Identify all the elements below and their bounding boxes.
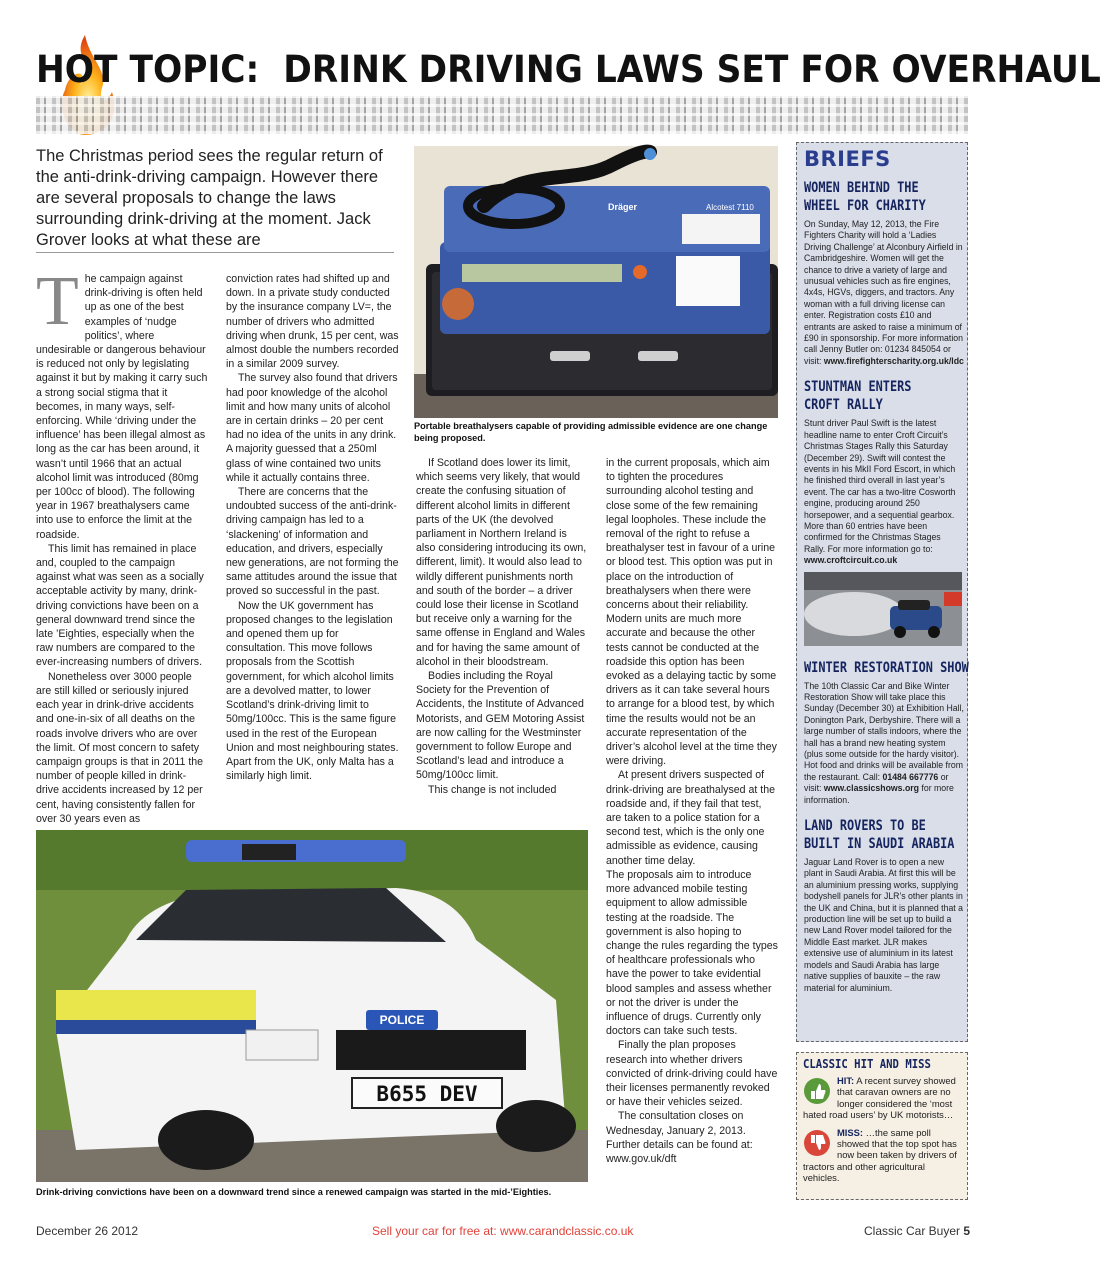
- brief-link[interactable]: www.classicshows.org: [823, 782, 920, 794]
- brief-heading-line: LAND ROVERS TO BE: [804, 818, 926, 835]
- thumbs-up-icon: [803, 1077, 831, 1105]
- breathalyser-display: [462, 264, 622, 282]
- paragraph: Finally the plan proposes research into whether drivers convicted of drink-driving could have their licenses permanently revoked or have their vehicles seized.: [606, 1039, 778, 1109]
- breathalyser-caption: Portable breathalysers capable of providing admissible evidence are one change being proposed.: [414, 421, 768, 443]
- brief-phone: 01484 667776: [882, 770, 939, 782]
- brief-heading-line: CROFT RALLY: [804, 397, 883, 414]
- tyre-track-divider: [36, 96, 968, 134]
- hit-and-miss-title: CLASSIC HIT AND MISS: [803, 1056, 931, 1071]
- hit-and-miss-box: [796, 1052, 968, 1200]
- intro-divider: [36, 252, 394, 253]
- paragraph: Nonetheless over 3000 people are still killed or seriously injured each year in drink-drive accidents and one-in-six of all deaths on the roads involve drivers who are over the limit. Of most concern to safety campaign groups is that in 2011 the number of people killed in drink-drive accidents increased by 12 per cent, having consistently fallen for over 30 years even as: [36, 670, 204, 825]
- brief-text: Stunt driver Paul Swift is the latest headline name to enter Croft Circuit’s Christmas Stages Rally this Saturday (December 29). Swift will contest the events in his MkII Ford Escort, in which he finished third overall in last year’s event. The car has a two-litre Cosworth engine, producing around 250 horsepower, and a sequential gearbox. More than 60 entries have been confirmed for the Christmas Stages Rally. For more information go to:: [804, 417, 956, 554]
- briefs-sidebar: [796, 142, 968, 1042]
- brief-heading-line: WOMEN BEHIND THE: [804, 180, 919, 196]
- article-column-1: [36, 263, 208, 826]
- brief-text: for more information.: [804, 782, 954, 805]
- brief-heading-line: STUNTMAN ENTERS: [804, 379, 912, 396]
- publication-name: Classic Car Buyer: [864, 1224, 961, 1238]
- drop-cap: T: [36, 263, 79, 340]
- brief-text: Jaguar Land Rover is to open a new plant in Saudi Arabia. At first this will be an aluminium pressing works, supplying bodyshell panels for JLR’s other plants in the UK and China, but it is planned that a production line will be set up to build a new Land Rover model tailored for the Middle East market. JLR makes extensive use of aluminium in its latest models and Saudi Arabia has large native supplies of bauxite – the raw material for aluminium.: [804, 856, 963, 993]
- brief-heading-line: WINTER RESTORATION SHOW: [804, 659, 969, 676]
- thumbs-down-icon: [803, 1129, 831, 1157]
- page-number: 5: [963, 1224, 971, 1238]
- article-column-3: [416, 456, 588, 797]
- hit-item: [803, 1075, 961, 1121]
- paragraph: in the current proposals, which aim to tighten the procedures surrounding alcohol testing and close some of the few remaining legal loopholes. These include the removal of the right to refuse a breathalyser test in favour of a urine or blood test. This option was put in place on the introduction of breathalysers when there were concerns about their reliability. Modern units are much more accurate and because the other tests cannot be conducted at the roadside this option has been evoked as a delaying tactic by some drivers as it can take several hours to arrange for a blood test, by which time the results would not be an accurate representation of the driver’s alcohol level at the time they were driving.: [606, 457, 777, 768]
- footer-publication: [864, 1224, 970, 1238]
- footer-promo[interactable]: Sell your car for free at: www.carandclassic.co.uk: [372, 1224, 634, 1238]
- brief-heading: [804, 179, 937, 215]
- paragraph: If Scotland does lower its limit, which seems very likely, that would create the confusing situation of different alcohol limits in different parts of the UK (the devolved parliament in Northern Ireland is also considering introducing its own, different, limit). It would also lead to wildly different punishments north and south of the border – a driver could lose their license in Scotland but receive only a warning for the same offense in England and Wales and for having the same amount of alcohol in their bloodstream.: [416, 457, 587, 668]
- breathalyser-photo: [414, 146, 778, 418]
- briefs-title: BRIEFS: [804, 147, 891, 171]
- article-intro: The Christmas period sees the regular return of the anti-drink-driving campaign. However there are several proposals to change the laws surrounding drink-driving at the moment. Jack Grover looks at what these are: [36, 147, 383, 249]
- police-car-photo: [36, 830, 588, 1182]
- article-column-4: [606, 456, 778, 1166]
- brief-text: The 10th Classic Car and Bike Winter Restoration Show will take place this Sunday (December 30) at Exhibition Hall, Donington Park, Derbyshire. There will a large number of stalls indoors, where the hall has a brand new heating system (plus some outside for the hardy visitor). Hot food and drinks will be available from the restaurant. Call:: [804, 679, 964, 782]
- breathalyser-model: Alcotest 7110: [706, 203, 754, 212]
- rally-car-photo: [804, 572, 962, 646]
- paragraph: Bodies including the Royal Society for the Prevention of Accidents, the Institute of Advanced Motorists, and GEM Motoring Assist are now calling for the Westminster government to follow Europe and Scotland’s lead and introduce a 50mg/100cc limit.: [416, 670, 585, 782]
- paragraph: This change is not included: [428, 783, 557, 796]
- article-column-2: [226, 272, 400, 783]
- brief-link[interactable]: www.croftcircuit.co.uk: [804, 554, 898, 566]
- miss-item: [803, 1127, 961, 1184]
- paragraph: The survey also found that drivers had poor knowledge of the alcohol limit and how many units of alcohol are in certain drinks – 20 per cent had no idea of the units in any drink. A majority guessed that a 250ml glass of wine contained two units while it actually contains three.: [226, 372, 398, 484]
- page-headline: [36, 48, 1101, 94]
- paragraph: At present drivers suspected of drink-driving are breathalysed at the roadside and, if they fail that test, are taken to a police station for a second test, which is the only one admissible as evidence, causing another time delay.: [606, 769, 776, 867]
- brief-body: [804, 417, 964, 565]
- brief-heading-line: BUILT IN SAUDI ARABIA: [804, 836, 955, 853]
- miss-text: …the same poll showed that the top spot has now been taken by drivers of tractors and other agricultural vehicles.: [803, 1126, 957, 1184]
- paragraph: conviction rates had shifted up and down. In a private study conducted by the insurance company LV=, the number of drivers who admitted driving when drunk, 15 per cent, was almost double the numbers recorded in a similar 2009 survey.: [226, 273, 399, 371]
- brief-text: or visit:: [804, 770, 949, 794]
- footer-date: December 26 2012: [36, 1224, 139, 1238]
- miss-label: MISS:: [837, 1126, 864, 1138]
- hit-label: HIT:: [837, 1075, 855, 1086]
- license-plate-text: B655 DEV: [376, 1082, 478, 1106]
- brief-text: On Sunday, May 12, 2013, the Fire Fighters Charity will hold a ‘Ladies Driving Challenge’ at Alconbury Airfield in Cambridgeshire. Women will get the chance to drive a variety of large and unusual vehicles such as fire engines, 4x4s, HGVs, diggers, and tractors. Any woman with a full driving license can enter. Registration costs £10 and entrants are asked to raise a minimum of £90 in sponsorship. For more information call Jenny Butler on: 01234 845054 or visit:: [804, 218, 963, 366]
- paragraph: This limit has remained in place and, coupled to the campaign against what was seen as a socially acceptable activity by many, drink-driving convictions have been on a general downward trend since the late ’Eighties, especially when the raw numbers are compared to the ever-increasing numbers of drivers.: [36, 542, 204, 669]
- brief-body: [804, 218, 964, 366]
- brief-heading: [804, 659, 969, 677]
- police-badge-text: POLICE: [379, 1013, 425, 1027]
- brief-heading: [804, 378, 937, 414]
- breathalyser-brand: Dräger: [608, 202, 638, 212]
- brief-heading-line: WHEEL FOR CHARITY: [804, 198, 926, 214]
- brief-body: [804, 856, 964, 993]
- paragraph: There are concerns that the undoubted success of the anti-drink-driving campaign has led to a ‘slackening’ of information and education, and drivers, especially new generations, are not forming the same attitudes around the issue that proved so successful in the past.: [226, 486, 399, 598]
- paragraph: The proposals aim to introduce more advanced mobile testing equipment to allow admissible testing at the roadside. The government is also hoping to change the rules regarding the types of healthcare professionals who have the power to take evidential blood samples and assess whether or not the driver is under the influence of drugs. Currently only doctors can take such tests.: [606, 868, 778, 1038]
- headline-text: DRINK DRIVING LAWS SET FOR OVERHAUL: [283, 48, 1101, 91]
- hit-text: A recent survey showed that caravan owners are no longer considered the ‘most hated road users’ by UK motorists…: [803, 1075, 956, 1121]
- police-car-caption: Drink-driving convictions have been on a downward trend since a renewed campaign was started in the mid-’Eighties.: [36, 1187, 552, 1197]
- brief-link[interactable]: www.firefighterscharity.org.uk/ldc: [823, 354, 964, 366]
- brief-heading: [804, 817, 955, 853]
- brief-body: [804, 680, 964, 805]
- paragraph: he campaign against drink-driving is often held up as one of the best examples of ‘nudge politics’, where undesirable or dangerous behaviour is reduced not only by legislating against it but by making it carry such a strong social stigma that it becomes, in many ways, self-enforcing. While ‘driving under the influence’ has been illegal almost as long as the car has been around, it wasn’t until 1966 that an actual alcohol limit was introduced (80mg per 100cc of blood). The following year in 1967 breathalysers came into use to enforce the limit at the roadside.: [36, 273, 208, 541]
- paragraph: The consultation closes on Wednesday, January 2, 2013. Further details can be found at: www.gov.uk/dft: [606, 1110, 753, 1165]
- paragraph: Now the UK government has proposed changes to the legislation and opened them up for consultation. This move follows proposals from the Scottish government, for which alcohol limits are a devolved matter, to lower Scotland’s drink-driving limit to 50mg/100cc. This is the same figure used in the rest of the European Union and most neighbouring states. Apart from the UK, only Malta has a similarly high limit.: [226, 599, 399, 783]
- hot-topic-label: HOT TOPIC:: [36, 48, 260, 91]
